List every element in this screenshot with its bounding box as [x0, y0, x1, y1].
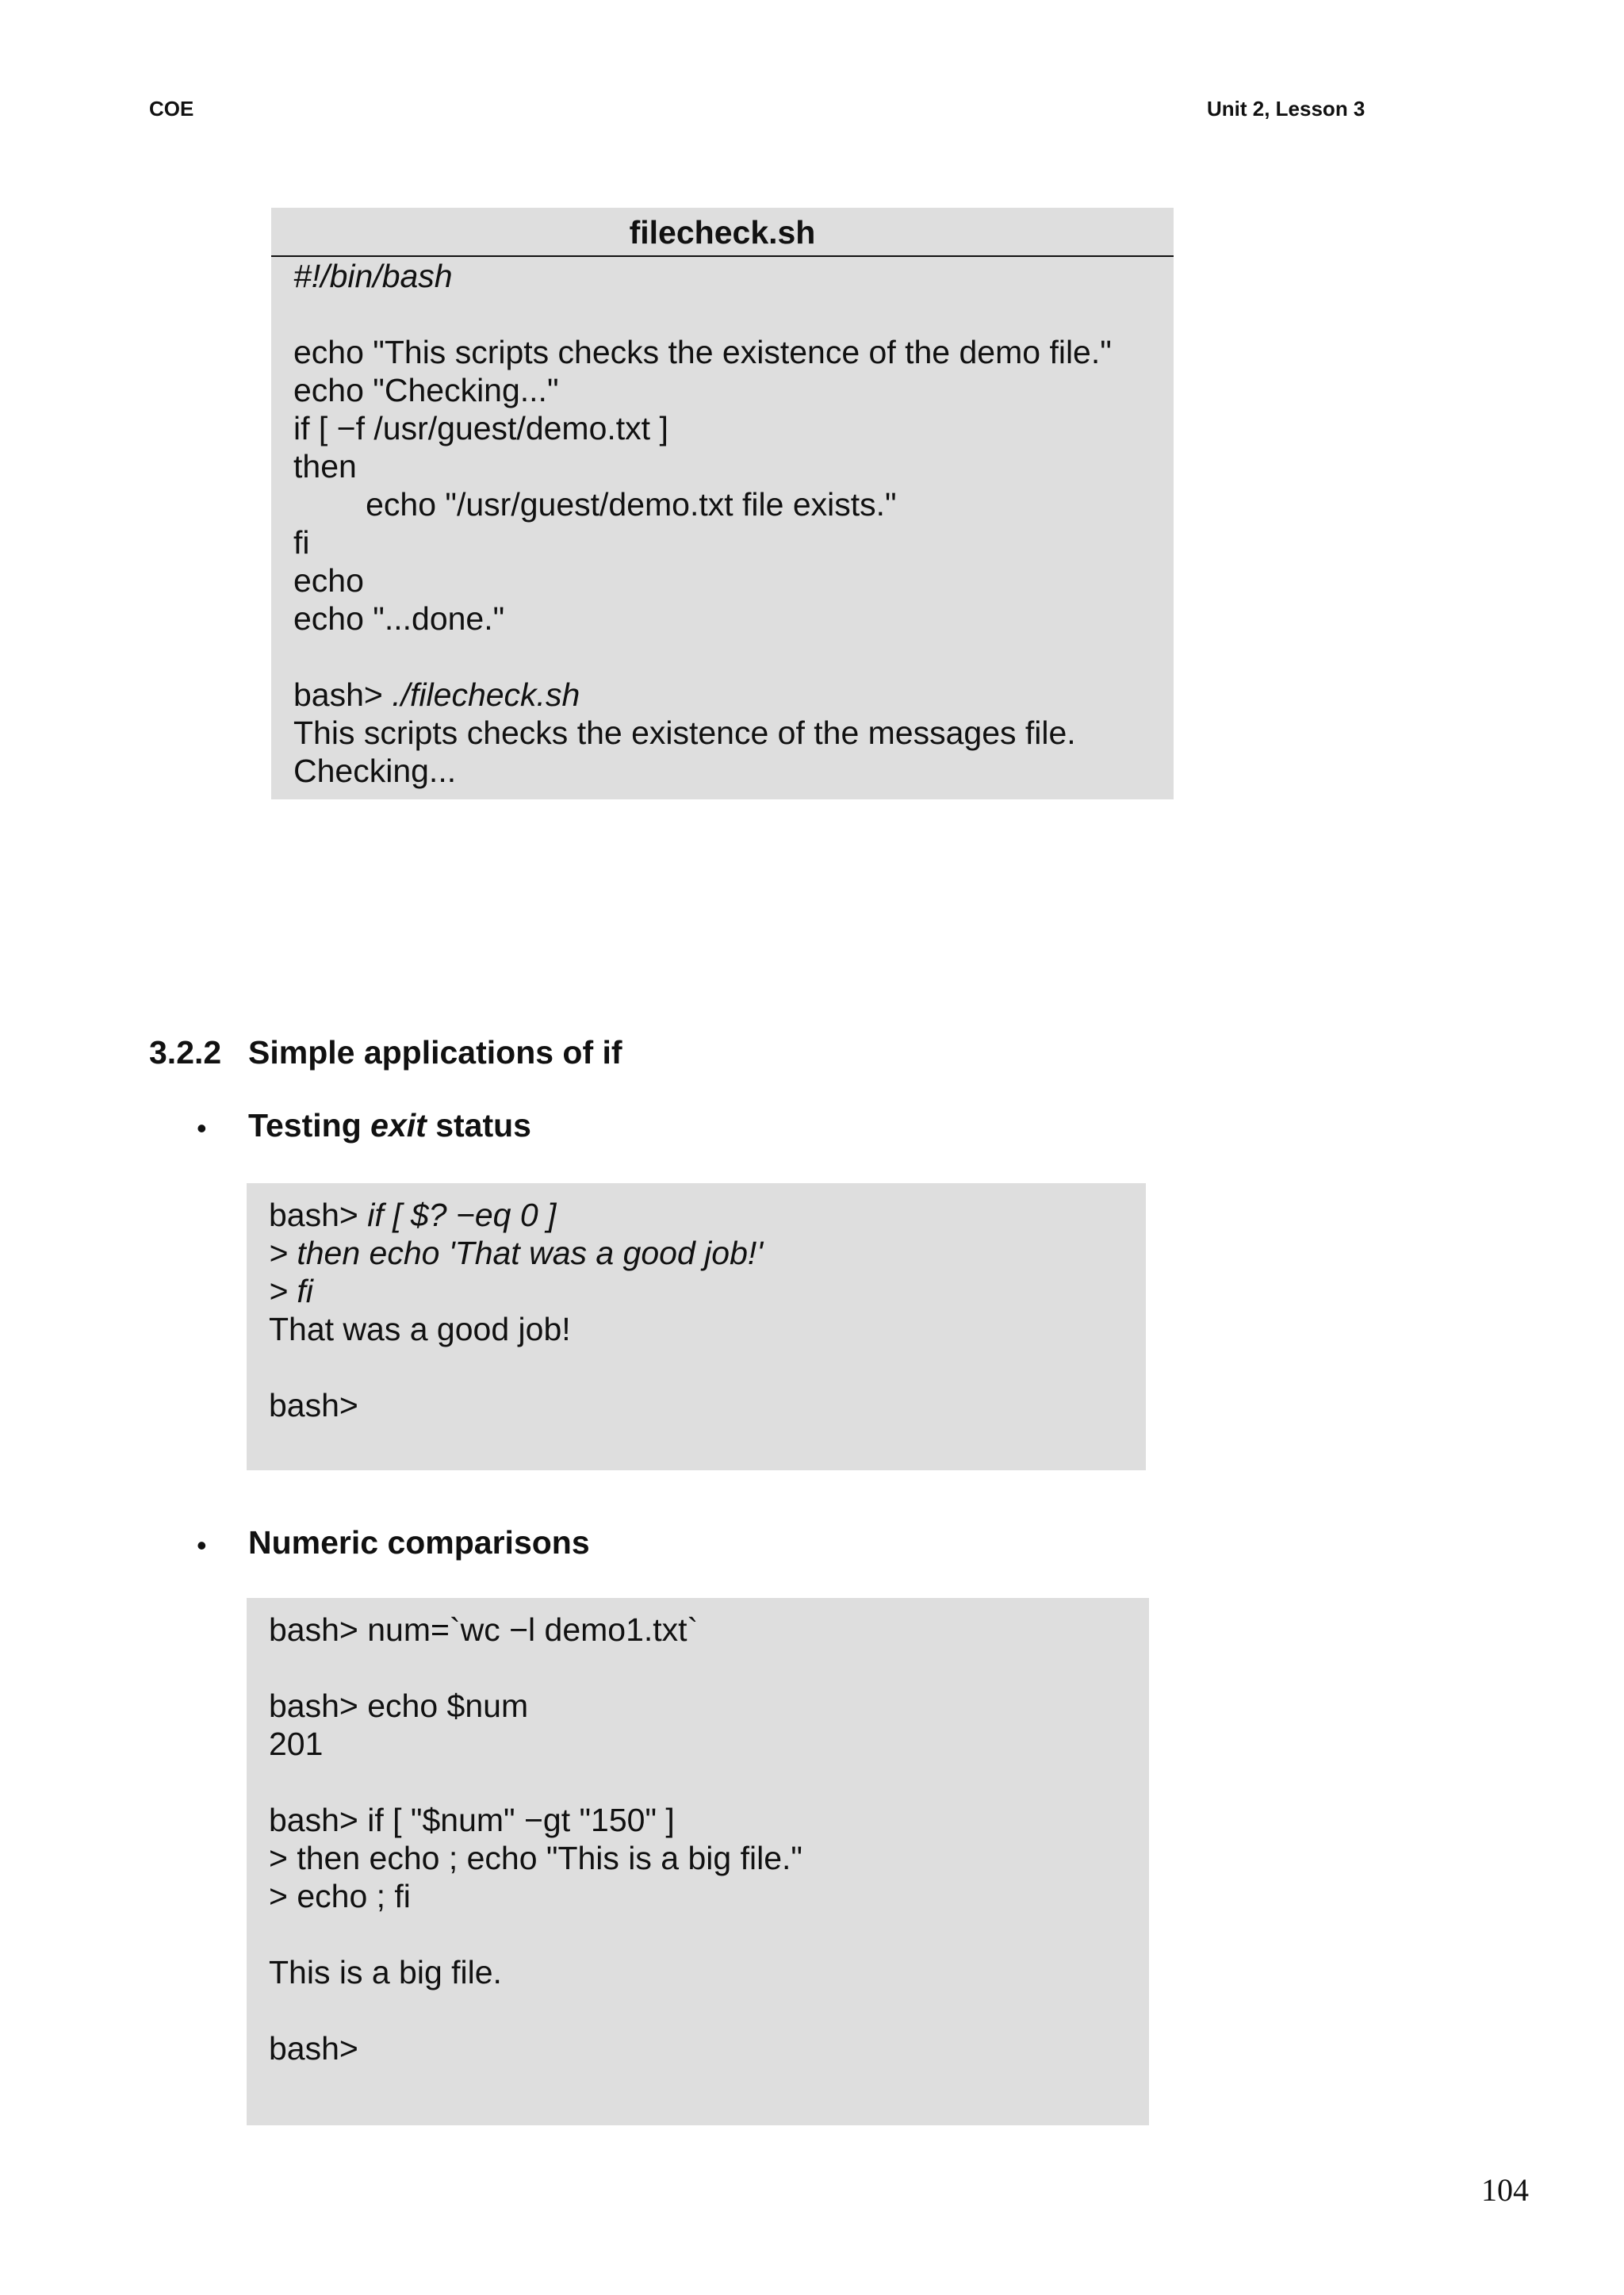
code-line: then	[293, 448, 357, 485]
blank-line	[293, 638, 1174, 676]
code-line: > fi	[269, 1273, 313, 1309]
code-line: Checking...	[293, 753, 457, 789]
page-number: 104	[1481, 2172, 1529, 2208]
code-line: bash> if [ "$num" −gt "150" ]	[269, 1802, 675, 1838]
blank-line	[293, 295, 1174, 333]
prompt: bash>	[293, 676, 393, 713]
filecheck-code-box	[271, 208, 1174, 799]
code-line: > then echo 'That was a good job!'	[269, 1235, 764, 1271]
code-line: bash>	[269, 1387, 358, 1423]
bullet-icon: •	[197, 1112, 207, 1144]
blank-line	[269, 1991, 1149, 2029]
code-line: echo	[293, 562, 364, 599]
code-line	[293, 676, 1174, 714]
exit-status-code-box	[247, 1183, 1146, 1470]
code-line: > echo ; fi	[269, 1878, 411, 1914]
section-title: Simple applications of if	[248, 1034, 622, 1071]
prompt: bash>	[269, 1197, 368, 1233]
code-line: #!/bin/bash	[293, 258, 453, 294]
code-line: echo "Checking..."	[293, 372, 559, 408]
code-line: echo "...done."	[293, 600, 505, 637]
code-line: bash> echo $num	[269, 1688, 529, 1724]
blank-line	[269, 1649, 1149, 1687]
code-line: That was a good job!	[269, 1311, 571, 1347]
code-line: > then echo ; echo "This is a big file."	[269, 1840, 802, 1876]
code-line: if [ −f /usr/guest/demo.txt ]	[293, 410, 668, 446]
bullet-text-em: exit	[370, 1107, 427, 1144]
code-line: fi	[293, 524, 310, 561]
code-line: bash> num=`wc −l demo1.txt`	[269, 1611, 699, 1648]
code-line	[269, 1196, 1146, 1234]
bullet-text-post: status	[426, 1107, 531, 1144]
bullet-numeric-comparisons: Numeric comparisons	[248, 1524, 590, 1561]
code-line: echo "This scripts checks the existence of the demo file."	[293, 334, 1112, 370]
blank-line	[269, 1763, 1149, 1801]
section-number: 3.2.2	[149, 1034, 222, 1071]
code-line: 201	[269, 1726, 324, 1762]
blank-line	[269, 1915, 1149, 1953]
bullet-text-pre: Testing	[248, 1107, 371, 1144]
bullet-icon: •	[197, 1529, 207, 1561]
code-line: bash>	[269, 2030, 358, 2067]
code-line: This is a big file.	[269, 1954, 502, 1990]
code-line: This scripts checks the existence of the messages file.	[293, 715, 1076, 751]
header-course: COE	[149, 97, 194, 121]
command: ./filecheck.sh	[392, 676, 580, 713]
bullet-testing-exit-status	[248, 1107, 531, 1144]
code-box-title: filecheck.sh	[271, 208, 1174, 257]
command: if [ $? −eq 0 ]	[367, 1197, 557, 1233]
numeric-comparisons-code-box	[247, 1598, 1149, 2125]
code-line: echo "/usr/guest/demo.txt file exists."	[293, 486, 897, 523]
blank-line	[269, 1348, 1146, 1386]
header-unit-lesson: Unit 2, Lesson 3	[1207, 97, 1365, 121]
